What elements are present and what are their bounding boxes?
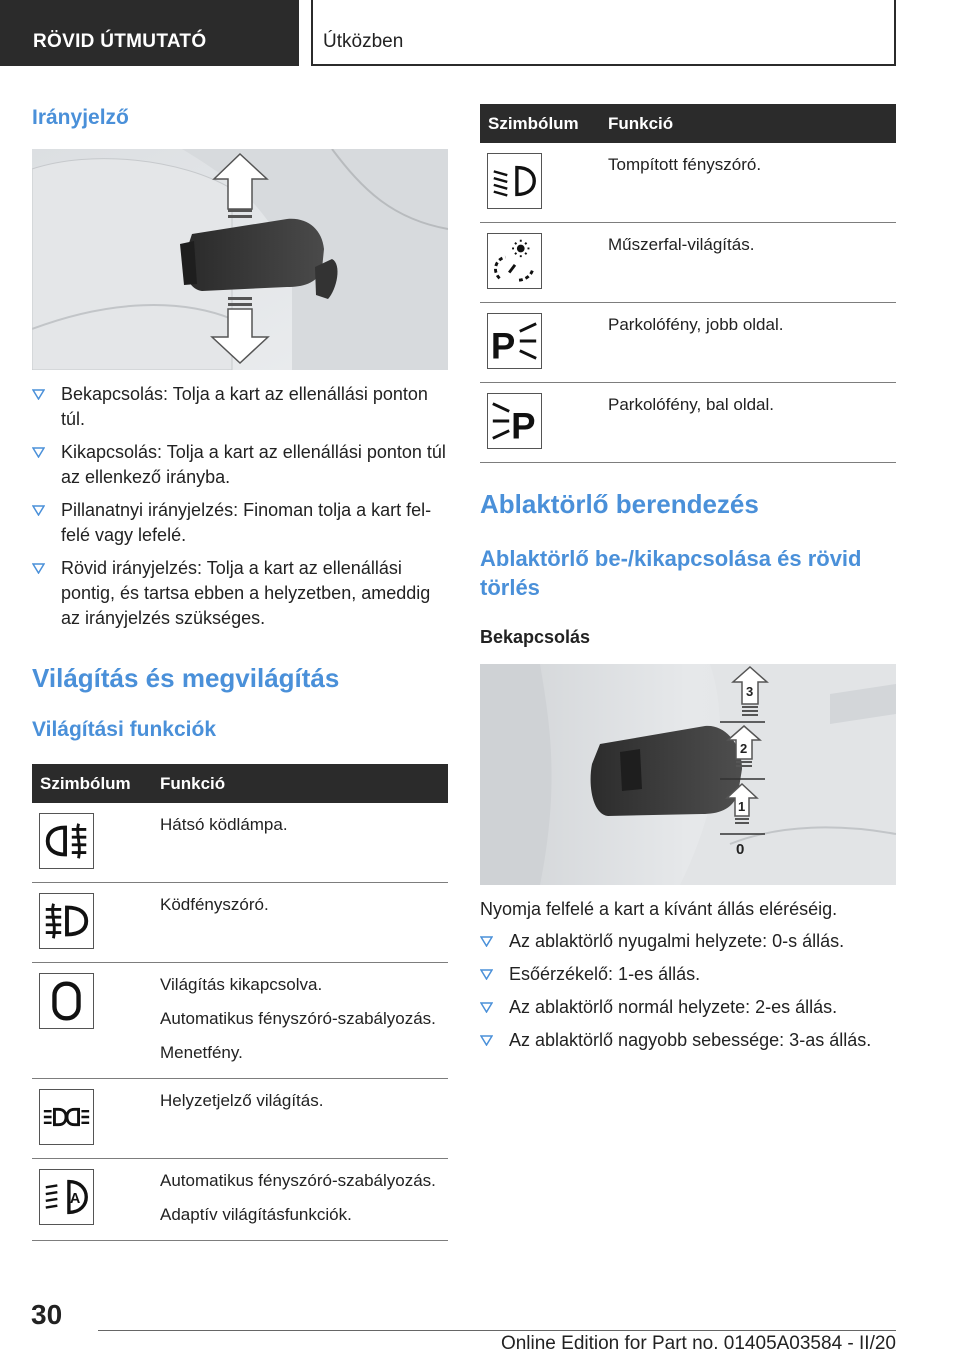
- wiper-position-list: [480, 929, 896, 1053]
- left-column: [32, 100, 448, 1241]
- list-item-text: Pillanatnyi irányjelzés: Finoman tolja a kart felfelé vagy lefelé.: [61, 500, 432, 545]
- triangle-bullet-icon: [480, 1002, 493, 1013]
- function-text: Menetfény.: [160, 1043, 243, 1062]
- wiper-subheading: Ablaktörlő be-/kikapcsolása és rövid törlés: [480, 546, 862, 600]
- turn-signal-lever-drawing: [32, 149, 448, 370]
- position-label: 0: [736, 841, 745, 858]
- section-title: RÖVID ÚTMUTATÓ: [0, 0, 299, 66]
- list-item-text: Kikapcsolás: Tolja a kart az ellenállási ponton túl az ellenkező irányba.: [61, 442, 446, 487]
- list-item-text: Az ablaktörlő normál helyzete: 2-es állás.: [509, 997, 838, 1017]
- list-item: [480, 929, 896, 954]
- position-label: 1: [738, 799, 746, 814]
- list-item-text: Az ablaktörlő nyugalmi helyzete: 0-s állás.: [509, 931, 845, 951]
- wiper-lever-illustration: [480, 664, 896, 885]
- column-header-function: Funkció: [160, 764, 448, 803]
- table-row: [32, 883, 448, 963]
- wiper-heading: Ablaktörlő berendezés: [480, 489, 759, 519]
- list-item: [480, 1028, 896, 1053]
- function-text: Parkolófény, bal oldal.: [608, 395, 775, 414]
- function-text: Parkolófény, jobb oldal.: [608, 315, 784, 334]
- turn-signal-list: [32, 382, 448, 631]
- parking-lights-icon: [39, 1089, 94, 1145]
- wiper-intro-text: Nyomja felfelé a kart a kívánt állás eléréséig.: [480, 899, 838, 919]
- table-row: [480, 223, 896, 303]
- list-item: [480, 962, 896, 987]
- triangle-bullet-icon: [32, 389, 45, 400]
- table-row: [32, 1159, 448, 1241]
- table-row: [32, 803, 448, 883]
- triangle-bullet-icon: [480, 1035, 493, 1046]
- front-fog-light-icon: [39, 893, 94, 949]
- list-item: [480, 995, 896, 1020]
- lighting-subheading: Világítási funkciók: [32, 718, 217, 741]
- table-row: [480, 303, 896, 383]
- list-item-text: Bekapcsolás: Tolja a kart az ellenállási ponton túl.: [61, 384, 428, 429]
- position-label: 2: [740, 741, 748, 756]
- triangle-bullet-icon: [32, 563, 45, 574]
- turn-signal-illustration: [32, 149, 448, 370]
- instrument-lighting-icon: [487, 233, 542, 289]
- auto-headlight-icon: [39, 1169, 94, 1225]
- triangle-bullet-icon: [32, 505, 45, 516]
- function-text: Hátsó ködlámpa.: [160, 815, 288, 834]
- column-header-symbol: Szimbólum: [32, 764, 160, 803]
- lighting-heading: Világítás és megvilágítás: [32, 663, 340, 693]
- edition-text: Online Edition for Part no. 01405A03584 - II/20: [500, 1333, 896, 1354]
- function-text: Helyzetjelző világítás.: [160, 1091, 324, 1110]
- light-off-zero-icon: [39, 973, 94, 1029]
- parking-light-left-icon: [487, 393, 542, 449]
- table-row: [480, 383, 896, 463]
- rear-fog-lamp-icon: [39, 813, 94, 869]
- table-row: [32, 1079, 448, 1159]
- position-label: 3: [746, 684, 754, 699]
- function-text: Automatikus fényszóró-szabályozás.: [160, 1171, 436, 1190]
- svg-text:A: A: [69, 1190, 81, 1207]
- lighting-functions-table: [32, 764, 448, 1241]
- list-item: [32, 382, 448, 432]
- page-number: 30: [31, 1299, 63, 1330]
- wiper-on-heading: Bekapcsolás: [480, 627, 591, 647]
- column-header-symbol: Szimbólum: [480, 104, 608, 143]
- page-header: [0, 0, 960, 66]
- column-header-function: Funkció: [608, 104, 896, 143]
- lighting-functions-table-continued: [480, 104, 896, 463]
- list-item: [32, 498, 448, 548]
- function-text: Ködfényszóró.: [160, 895, 269, 914]
- low-beam-icon: [487, 153, 542, 209]
- list-item: [32, 556, 448, 631]
- list-item-text: Az ablaktörlő nagyobb sebessége: 3-as állás.: [509, 1030, 872, 1050]
- table-row: [480, 143, 896, 223]
- triangle-bullet-icon: [480, 969, 493, 980]
- function-text: Automatikus fényszóró-szabályozás.: [160, 1009, 436, 1028]
- function-text: Tompított fényszóró.: [608, 155, 762, 174]
- list-item: [32, 440, 448, 490]
- parking-light-right-icon: [487, 313, 542, 369]
- triangle-bullet-icon: [32, 447, 45, 458]
- function-text: Műszerfal-világítás.: [608, 235, 755, 254]
- right-column: [480, 100, 896, 1061]
- table-header-row: [480, 104, 896, 143]
- list-item-text: Rövid irányjelzés: Tolja a kart az ellenállási pontig, és tartsa ebben a helyzetben, ameddig az irányjelzés szükséges.: [61, 558, 431, 628]
- wiper-lever-drawing: [480, 664, 896, 885]
- footer-divider: [98, 1330, 896, 1331]
- table-row: [32, 963, 448, 1079]
- triangle-bullet-icon: [480, 936, 493, 947]
- turn-signal-heading: Irányjelző: [32, 106, 129, 129]
- function-text: Adaptív világításfunkciók.: [160, 1205, 352, 1224]
- svg-text:P: P: [511, 405, 536, 447]
- function-text: Világítás kikapcsolva.: [160, 975, 323, 994]
- list-item-text: Esőérzékelő: 1-es állás.: [509, 964, 701, 984]
- svg-text:P: P: [490, 325, 516, 367]
- table-header-row: [32, 764, 448, 803]
- chapter-title: Útközben: [311, 0, 896, 66]
